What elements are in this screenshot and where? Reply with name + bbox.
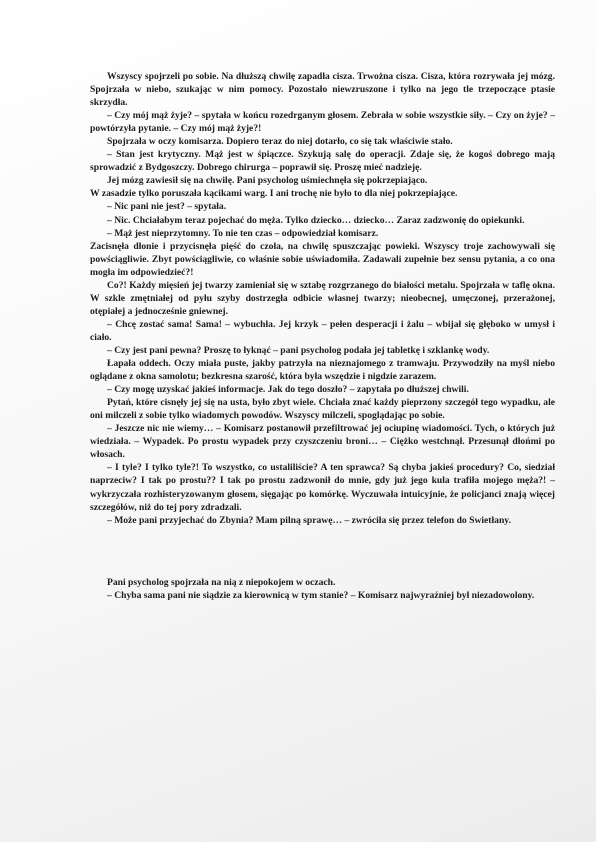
paragraph: – Może pani przyjechać do Zbynia? Mam pilną sprawę… – zwróciła się przez telefon do Swietłany.: [107, 514, 511, 526]
paragraph: Pytań, które cisnęły jej się na usta, było zbyt wiele. Chciała znać każdy pieprzony szczegół tego wypadku, ale oni milczeli z sobie tylko wiadomych powodów. Wszyscy milczeli, spoglądając po sobie.: [90, 397, 555, 422]
paragraph: – Czy mój mąż żyje? – spytała w końcu rozedrganym głosem. Zebrała w sobie wszystkie siły. – Czy on żyje? – powtórzyła pytanie. – Czy mój mąż żyje?!: [90, 110, 555, 135]
paragraph: – I tyle? I tylko tyle?! To wszystko, co ustaliliście? A ten sprawca? Są chyba jakieś procedury? Co, siedział naprzeciw? I tak po prostu?? I tak po prostu zadzwonił do mnie, gdy już jego kula trafiła mojego męża?! – wykrzyczała rozhisteryzowanym głosem, sięgając po komórkę. Wyczuwała intuicyjnie, że policjanci znają więcej szczegółów, niż do tej pory zdradzali.: [90, 462, 555, 513]
paragraph: – Stan jest krytyczny. Mąż jest w śpiączce. Szykują salę do operacji. Zdaje się, że kogoś dobrego mają sprowadzić z Bydgoszczy. Dobrego chirurga – poprawił się. Proszę mieć nadzieję.: [90, 149, 555, 174]
paragraph: Co?! Każdy mięsień jej twarzy zamieniał się w sztabę rozgrzanego do białości metalu. Spojrzała w taflę okna. W szkle zmętniałej od pyłu szyby dostrzegła odbicie własnej twarzy; nieobecnej, umęczonej, przerażonej, otępiałej a jednocześnie gniewnej.: [90, 279, 555, 317]
document-body: [90, 70, 555, 602]
paragraph: Spojrzała w oczy komisarza. Dopiero teraz do niej dotarło, co się tak właściwie stało.: [107, 136, 453, 148]
paragraph: – Nic. Chciałabym teraz pojechać do męża. Tylko dziecko… dziecko… Zaraz zadzwonię do opiekunki.: [107, 214, 525, 226]
paragraph: Zacisnęła dłonie i przycisnęła pięść do czoła, na chwilę spuszczając powieki. Wszyscy troje zachowywali się powściągliwie. Zbyt powściągliwie, co właśnie sobie uświadomiła. Zadawali zupełnie bez sensu pytania, a co ona mogła im odpowiedzieć?!: [90, 240, 555, 278]
paragraph: Jej mózg zawiesił się na chwilę. Pani psycholog uśmiechnęła się pokrzepiająco.: [107, 175, 428, 187]
paragraph: – Jeszcze nic nie wiemy… – Komisarz postanowił przefiltrować jej ociupinę wiadomości. Tych, o których już wiedziała. – Wypadek. Po prostu wypadek przy czyszczeniu broni… – Ciężko westchnął. Przesunął dłońmi po włosach.: [90, 423, 555, 461]
paragraph: Pani psycholog spojrzała na nią z niepokojem w oczach.: [107, 576, 336, 588]
paragraph: – Chyba sama pani nie siądzie za kierownicą w tym stanie? – Komisarz najwyraźniej był niezadowolony.: [107, 589, 535, 601]
section-gap: [90, 527, 555, 576]
paragraph: W zasadzie tylko poruszała kącikami warg. I ani trochę nie było to dla niej pokrzepiające.: [90, 188, 458, 200]
paragraph: – Mąż jest nieprzytomny. To nie ten czas – odpowiedział komisarz.: [107, 227, 379, 239]
paragraph: – Czy mogę uzyskać jakieś informacje. Jak do tego doszło? – zapytała po dłuższej chwili.: [107, 384, 469, 396]
paragraph: – Nic pani nie jest? – spytała.: [107, 201, 227, 213]
paragraph: Łapała oddech. Oczy miała puste, jakby patrzyła na nieznajomego z tramwaju. Przywodziły na myśl niebo oglądane z okna samolotu; bezkresna szarość, która była wszędzie i nigdzie zarazem.: [90, 358, 555, 383]
paragraph: – Czy jest pani pewna? Proszę to łyknąć – pani psycholog podała jej tabletkę i szklankę wody.: [107, 344, 490, 356]
paragraph: Wszyscy spojrzeli po sobie. Na dłuższą chwilę zapadła cisza. Trwożna cisza. Cisza, która rozrywała jej mózg. Spojrzała w niebo, szukając w nim pomocy. Pozostało niewzruszone i tylko na jego tle trzepoczące ptasie skrzydła.: [90, 71, 555, 109]
paragraph: – Chcę zostać sama! Sama! – wybuchła. Jej krzyk – pełen desperacji i żalu – wbijał się głęboko w umysł i ciało.: [90, 318, 555, 343]
